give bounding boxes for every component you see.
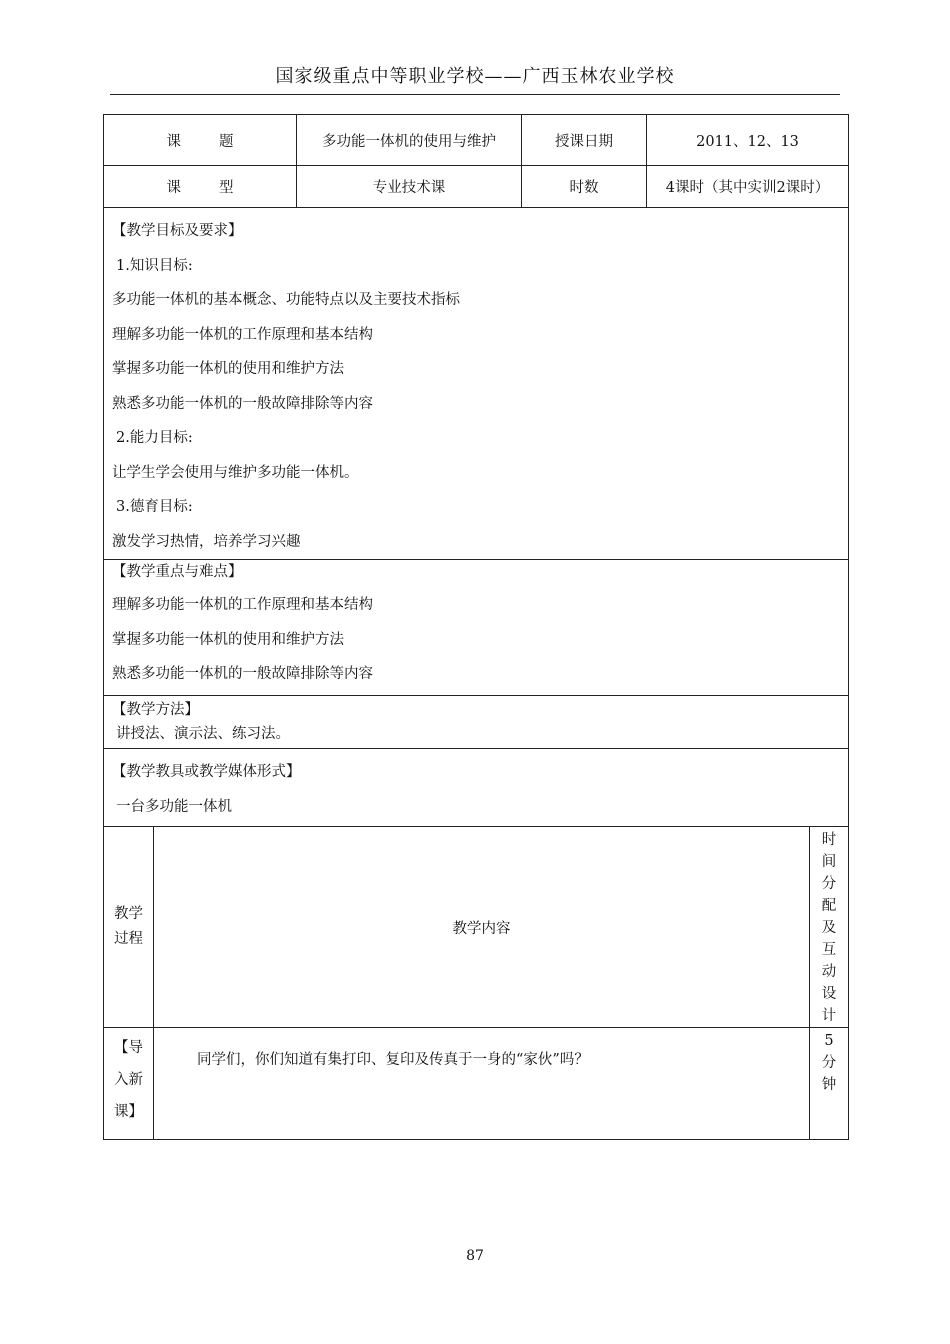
intro-row [104, 1028, 849, 1140]
key-points-heading: 【教学重点与难点】 [112, 564, 243, 580]
process-label-line: 过程 [114, 931, 143, 947]
intro-time-line: 5 [824, 1033, 834, 1049]
time-header-char: 间 [821, 854, 837, 870]
time-header-char: 配 [821, 898, 837, 914]
objectives-row [104, 208, 849, 560]
intro-label-line: 课】 [114, 1104, 143, 1120]
objectives-heading: 【教学目标及要求】 [112, 223, 243, 239]
intro-label-line: 【导 [114, 1040, 143, 1056]
intro-label-line: 入新 [114, 1072, 143, 1088]
time-header-char: 设 [821, 986, 837, 1002]
ability-item: 让学生学会使用与维护多功能一体机。 [112, 464, 359, 481]
time-header-char: 互 [821, 942, 837, 958]
process-header-row [104, 827, 849, 1028]
topic-label-b: 题 [219, 133, 234, 150]
intro-time [810, 1028, 849, 1140]
key-points-row [104, 560, 849, 696]
time-header-char: 及 [821, 920, 837, 936]
lesson-plan-table [103, 114, 849, 1140]
topic-label-cell [104, 115, 297, 166]
time-header-char: 分 [821, 876, 837, 892]
intro-time-line: 分 [821, 1055, 837, 1071]
moral-item: 激发学习热情，培养学习兴趣 [112, 533, 301, 550]
knowledge-item: 掌握多功能一体机的使用和维护方法 [112, 361, 344, 377]
date-label: 授课日期 [522, 115, 647, 166]
key-point-item: 掌握多功能一体机的使用和维护方法 [112, 631, 344, 648]
type-value: 专业技术课 [297, 166, 522, 208]
info-row-topic [104, 115, 849, 166]
methods-content: 讲授法、演示法、练习法。 [116, 726, 290, 742]
time-header-char: 动 [821, 964, 837, 980]
time-allocation-header [810, 827, 849, 1028]
intro-content-cell [154, 1028, 810, 1140]
time-header-char: 计 [821, 1008, 837, 1024]
hours-value: 4课时（其中实训2课时） [647, 166, 849, 208]
objectives-section [104, 208, 849, 560]
media-content: 一台多功能一体机 [116, 798, 232, 815]
school-title: 国家级重点中等职业学校——广西玉林农业学校 [275, 66, 675, 87]
methods-row [104, 696, 849, 749]
media-section [104, 749, 849, 827]
knowledge-title: 1.知识目标: [116, 257, 193, 274]
type-label-b: 型 [219, 180, 234, 196]
moral-title: 3.德育目标: [116, 499, 193, 515]
knowledge-item: 熟悉多功能一体机的一般故障排除等内容 [112, 395, 373, 412]
time-header-char: 时 [821, 832, 837, 848]
type-label-cell [104, 166, 297, 208]
content-header: 教学内容 [154, 827, 810, 1028]
hours-label: 时数 [522, 166, 647, 208]
intro-content: 同学们，你们知道有集打印、复印及传真于一身的“家伙”吗？ [197, 1052, 589, 1068]
key-point-item: 熟悉多功能一体机的一般故障排除等内容 [112, 666, 373, 682]
media-row [104, 749, 849, 827]
type-label-a: 课 [166, 180, 181, 196]
knowledge-item: 多功能一体机的基本概念、功能特点以及主要技术指标 [112, 292, 460, 308]
page-header [110, 60, 840, 95]
ability-title: 2.能力目标: [116, 430, 193, 446]
topic-label-a: 课 [166, 133, 181, 150]
media-heading: 【教学教具或教学媒体形式】 [112, 764, 301, 780]
info-row-type [104, 166, 849, 208]
date-value: 2011、12、13 [647, 115, 849, 166]
process-label-line: 教学 [114, 906, 143, 922]
intro-label [104, 1028, 154, 1140]
knowledge-item: 理解多功能一体机的工作原理和基本结构 [112, 326, 373, 343]
topic-value: 多功能一体机的使用与维护 [297, 115, 522, 166]
page-number: 87 [466, 1248, 484, 1264]
key-points-section [104, 560, 849, 696]
methods-heading: 【教学方法】 [112, 702, 199, 718]
key-point-item: 理解多功能一体机的工作原理和基本结构 [112, 597, 373, 613]
process-label [104, 827, 154, 1028]
methods-section [104, 696, 849, 749]
intro-time-line: 钟 [821, 1077, 837, 1093]
